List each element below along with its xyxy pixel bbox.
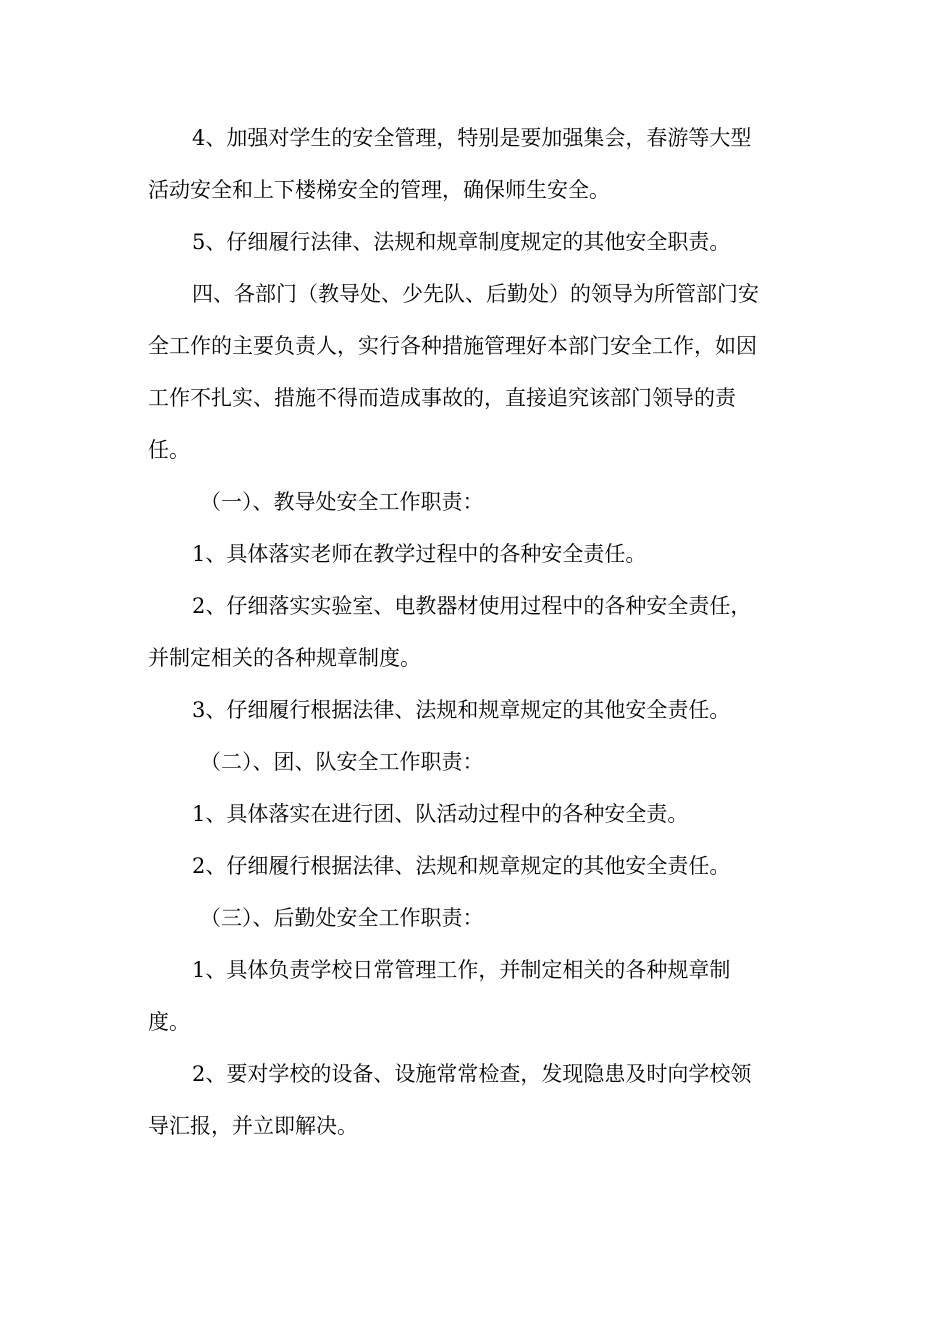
text-line: 工作不扎实、措施不得而造成事故的，直接追究该部门领导的责 [148,386,736,410]
document-body [148,112,802,1152]
text-line: （二）、团、队安全工作职责： [200,750,484,774]
text-line: 四、各部门（教导处、少先队、后勤处）的领导为所管部门安 [192,282,759,306]
paragraph-item-4 [148,112,802,216]
subsection-heading-team [148,736,802,788]
text-line: 1、具体落实在进行团、队活动过程中的各种安全责。 [192,802,689,826]
text-line: （一）、教导处安全工作职责： [200,490,484,514]
text-line: 活动安全和上下楼梯安全的管理，确保师生安全。 [148,178,610,202]
academic-item-1 [148,528,802,580]
text-line: 4、加强对学生的安全管理，特别是要加强集会，春游等大型 [192,126,752,150]
logistics-item-2 [148,1048,802,1152]
paragraph-section-4 [148,268,802,476]
text-line: 导汇报，并立即解决。 [148,1114,358,1138]
academic-item-3 [148,684,802,736]
paragraph-item-5 [148,216,802,268]
subsection-heading-academic [148,476,802,528]
team-item-1 [148,788,802,840]
text-line: 全工作的主要负责人，实行各种措施管理好本部门安全工作，如因 [148,334,757,358]
text-line: 任。 [148,438,190,462]
text-line: 2、要对学校的设备、设施常常检查，发现隐患及时向学校领 [192,1062,752,1086]
text-line: 1、具体落实老师在教学过程中的各种安全责任。 [192,542,647,566]
subsection-heading-logistics [148,892,802,944]
team-item-2 [148,840,802,892]
text-line: 5、仔细履行法律、法规和规章制度规定的其他安全职责。 [192,230,731,254]
academic-item-2 [148,580,802,684]
text-line: （三）、后勤处安全工作职责： [200,906,484,930]
logistics-item-1 [148,944,802,1048]
text-line: 2、仔细落实实验室、电教器材使用过程中的各种安全责任， [192,594,752,618]
text-line: 1、具体负责学校日常管理工作，并制定相关的各种规章制 [192,958,731,982]
text-line: 3、仔细履行根据法律、法规和规章规定的其他安全责任。 [192,698,731,722]
text-line: 并制定相关的各种规章制度。 [148,646,421,670]
text-line: 度。 [148,1010,190,1034]
text-line: 2、仔细履行根据法律、法规和规章规定的其他安全责任。 [192,854,731,878]
